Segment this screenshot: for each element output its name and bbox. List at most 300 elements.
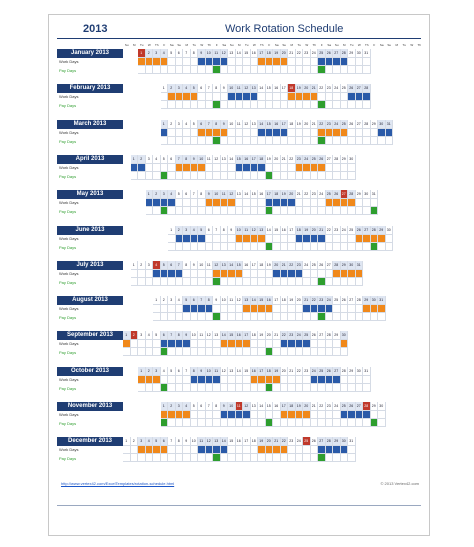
work-day-cell[interactable] <box>326 235 334 243</box>
work-day-cell[interactable] <box>153 58 161 66</box>
pay-day-cell[interactable] <box>348 137 356 145</box>
work-day-cell[interactable] <box>213 129 221 137</box>
work-day-cell[interactable] <box>183 446 191 454</box>
pay-day-cell[interactable] <box>198 419 206 427</box>
work-day-cell[interactable] <box>356 235 364 243</box>
work-day-cell[interactable] <box>333 164 341 172</box>
work-day-cell[interactable] <box>333 340 341 348</box>
pay-day-cell[interactable] <box>243 384 251 392</box>
pay-day-cell[interactable] <box>183 348 191 356</box>
work-day-cell[interactable] <box>258 129 266 137</box>
work-day-cell[interactable] <box>311 376 319 384</box>
pay-day-cell[interactable] <box>281 348 289 356</box>
work-day-cell[interactable] <box>363 199 371 207</box>
work-day-cell[interactable] <box>243 411 251 419</box>
work-day-cell[interactable] <box>221 340 229 348</box>
work-day-cell[interactable] <box>288 446 296 454</box>
work-day-cell[interactable] <box>341 411 349 419</box>
work-day-cell[interactable] <box>258 58 266 66</box>
pay-day-cell[interactable] <box>153 278 161 286</box>
pay-day-cell[interactable] <box>288 278 296 286</box>
pay-day-cell[interactable] <box>273 384 281 392</box>
pay-day-cell[interactable] <box>236 101 244 109</box>
work-day-cell[interactable] <box>371 411 379 419</box>
work-day-cell[interactable] <box>318 164 326 172</box>
pay-day-cell[interactable] <box>281 313 289 321</box>
pay-day-cell[interactable] <box>318 419 326 427</box>
work-day-cell[interactable] <box>236 93 244 101</box>
work-day-cell[interactable] <box>288 199 296 207</box>
pay-day-cell[interactable] <box>131 348 139 356</box>
pay-day-cell[interactable] <box>311 101 319 109</box>
pay-day-cell[interactable] <box>356 243 364 251</box>
pay-day-cell[interactable] <box>318 101 326 109</box>
pay-day-cell[interactable] <box>341 172 349 180</box>
work-day-cell[interactable] <box>258 305 266 313</box>
pay-day-cell[interactable] <box>213 101 221 109</box>
pay-day-cell[interactable] <box>251 384 259 392</box>
work-day-cell[interactable] <box>213 376 221 384</box>
work-day-cell[interactable] <box>348 235 356 243</box>
footer-link[interactable]: http://www.vertex42.com/ExcelTemplates/rotation-schedule.html <box>61 481 175 486</box>
pay-day-cell[interactable] <box>206 137 214 145</box>
pay-day-cell[interactable] <box>206 384 214 392</box>
work-day-cell[interactable] <box>326 411 334 419</box>
pay-day-cell[interactable] <box>251 313 259 321</box>
work-day-cell[interactable] <box>243 199 251 207</box>
work-day-cell[interactable] <box>333 199 341 207</box>
pay-day-cell[interactable] <box>266 313 274 321</box>
pay-day-cell[interactable] <box>236 384 244 392</box>
pay-day-cell[interactable] <box>303 419 311 427</box>
work-day-cell[interactable] <box>303 305 311 313</box>
pay-day-cell[interactable] <box>363 384 371 392</box>
work-day-cell[interactable] <box>303 270 311 278</box>
pay-day-cell[interactable] <box>371 313 379 321</box>
work-day-cell[interactable] <box>348 129 356 137</box>
pay-day-cell[interactable] <box>296 348 304 356</box>
pay-day-cell[interactable] <box>243 454 251 462</box>
work-day-cell[interactable] <box>318 411 326 419</box>
pay-day-cell[interactable] <box>228 278 236 286</box>
pay-day-cell[interactable] <box>333 101 341 109</box>
work-day-cell[interactable] <box>146 164 154 172</box>
work-day-cell[interactable] <box>206 129 214 137</box>
pay-day-cell[interactable] <box>311 384 319 392</box>
pay-day-cell[interactable] <box>236 419 244 427</box>
pay-day-cell[interactable] <box>183 137 191 145</box>
pay-day-cell[interactable] <box>326 207 334 215</box>
pay-day-cell[interactable] <box>213 419 221 427</box>
pay-day-cell[interactable] <box>236 137 244 145</box>
pay-day-cell[interactable] <box>363 137 371 145</box>
pay-day-cell[interactable] <box>191 419 199 427</box>
pay-day-cell[interactable] <box>146 172 154 180</box>
pay-day-cell[interactable] <box>266 243 274 251</box>
pay-day-cell[interactable] <box>258 278 266 286</box>
work-day-cell[interactable] <box>146 340 154 348</box>
work-day-cell[interactable] <box>356 270 364 278</box>
work-day-cell[interactable] <box>258 411 266 419</box>
work-day-cell[interactable] <box>266 58 274 66</box>
pay-day-cell[interactable] <box>243 137 251 145</box>
pay-day-cell[interactable] <box>251 101 259 109</box>
work-day-cell[interactable] <box>153 305 161 313</box>
work-day-cell[interactable] <box>221 129 229 137</box>
pay-day-cell[interactable] <box>161 172 169 180</box>
pay-day-cell[interactable] <box>266 137 274 145</box>
pay-day-cell[interactable] <box>206 172 214 180</box>
work-day-cell[interactable] <box>191 58 199 66</box>
pay-day-cell[interactable] <box>176 243 184 251</box>
pay-day-cell[interactable] <box>228 172 236 180</box>
work-day-cell[interactable] <box>356 93 364 101</box>
pay-day-cell[interactable] <box>213 66 221 74</box>
pay-day-cell[interactable] <box>176 172 184 180</box>
work-day-cell[interactable] <box>221 164 229 172</box>
work-day-cell[interactable] <box>273 376 281 384</box>
work-day-cell[interactable] <box>251 340 259 348</box>
work-day-cell[interactable] <box>176 199 184 207</box>
pay-day-cell[interactable] <box>153 66 161 74</box>
pay-day-cell[interactable] <box>348 101 356 109</box>
pay-day-cell[interactable] <box>281 207 289 215</box>
pay-day-cell[interactable] <box>198 313 206 321</box>
work-day-cell[interactable] <box>221 270 229 278</box>
pay-day-cell[interactable] <box>281 384 289 392</box>
pay-day-cell[interactable] <box>341 243 349 251</box>
work-day-cell[interactable] <box>273 305 281 313</box>
pay-day-cell[interactable] <box>168 348 176 356</box>
pay-day-cell[interactable] <box>191 454 199 462</box>
pay-day-cell[interactable] <box>198 172 206 180</box>
work-day-cell[interactable] <box>303 164 311 172</box>
pay-day-cell[interactable] <box>311 207 319 215</box>
pay-day-cell[interactable] <box>206 243 214 251</box>
pay-day-cell[interactable] <box>213 384 221 392</box>
pay-day-cell[interactable] <box>341 454 349 462</box>
pay-day-cell[interactable] <box>206 313 214 321</box>
pay-day-cell[interactable] <box>183 419 191 427</box>
work-day-cell[interactable] <box>303 199 311 207</box>
work-day-cell[interactable] <box>191 376 199 384</box>
work-day-cell[interactable] <box>183 129 191 137</box>
pay-day-cell[interactable] <box>228 207 236 215</box>
pay-day-cell[interactable] <box>296 207 304 215</box>
work-day-cell[interactable] <box>221 58 229 66</box>
pay-day-cell[interactable] <box>243 243 251 251</box>
work-day-cell[interactable] <box>273 129 281 137</box>
work-day-cell[interactable] <box>198 305 206 313</box>
pay-day-cell[interactable] <box>273 243 281 251</box>
work-day-cell[interactable] <box>191 164 199 172</box>
pay-day-cell[interactable] <box>273 278 281 286</box>
work-day-cell[interactable] <box>251 58 259 66</box>
work-day-cell[interactable] <box>333 305 341 313</box>
pay-day-cell[interactable] <box>266 454 274 462</box>
pay-day-cell[interactable] <box>311 278 319 286</box>
pay-day-cell[interactable] <box>371 207 379 215</box>
work-day-cell[interactable] <box>266 129 274 137</box>
work-day-cell[interactable] <box>266 340 274 348</box>
work-day-cell[interactable] <box>161 93 169 101</box>
work-day-cell[interactable] <box>228 305 236 313</box>
pay-day-cell[interactable] <box>281 137 289 145</box>
work-day-cell[interactable] <box>318 58 326 66</box>
work-day-cell[interactable] <box>236 340 244 348</box>
work-day-cell[interactable] <box>123 340 131 348</box>
work-day-cell[interactable] <box>356 58 364 66</box>
pay-day-cell[interactable] <box>333 454 341 462</box>
pay-day-cell[interactable] <box>318 384 326 392</box>
pay-day-cell[interactable] <box>386 137 394 145</box>
pay-day-cell[interactable] <box>161 419 169 427</box>
work-day-cell[interactable] <box>333 58 341 66</box>
work-day-cell[interactable] <box>153 446 161 454</box>
pay-day-cell[interactable] <box>341 419 349 427</box>
work-day-cell[interactable] <box>273 411 281 419</box>
work-day-cell[interactable] <box>303 376 311 384</box>
work-day-cell[interactable] <box>183 235 191 243</box>
pay-day-cell[interactable] <box>281 66 289 74</box>
work-day-cell[interactable] <box>311 199 319 207</box>
pay-day-cell[interactable] <box>273 313 281 321</box>
pay-day-cell[interactable] <box>191 278 199 286</box>
work-day-cell[interactable] <box>146 199 154 207</box>
work-day-cell[interactable] <box>153 199 161 207</box>
work-day-cell[interactable] <box>258 340 266 348</box>
work-day-cell[interactable] <box>258 164 266 172</box>
pay-day-cell[interactable] <box>311 66 319 74</box>
work-day-cell[interactable] <box>153 376 161 384</box>
pay-day-cell[interactable] <box>213 313 221 321</box>
pay-day-cell[interactable] <box>288 384 296 392</box>
work-day-cell[interactable] <box>296 93 304 101</box>
pay-day-cell[interactable] <box>303 172 311 180</box>
pay-day-cell[interactable] <box>213 348 221 356</box>
pay-day-cell[interactable] <box>318 313 326 321</box>
pay-day-cell[interactable] <box>363 66 371 74</box>
work-day-cell[interactable] <box>333 376 341 384</box>
work-day-cell[interactable] <box>198 270 206 278</box>
pay-day-cell[interactable] <box>221 278 229 286</box>
pay-day-cell[interactable] <box>341 207 349 215</box>
pay-day-cell[interactable] <box>251 207 259 215</box>
pay-day-cell[interactable] <box>318 278 326 286</box>
work-day-cell[interactable] <box>168 376 176 384</box>
pay-day-cell[interactable] <box>153 384 161 392</box>
pay-day-cell[interactable] <box>176 101 184 109</box>
work-day-cell[interactable] <box>161 446 169 454</box>
work-day-cell[interactable] <box>273 340 281 348</box>
work-day-cell[interactable] <box>168 340 176 348</box>
work-day-cell[interactable] <box>251 129 259 137</box>
pay-day-cell[interactable] <box>266 348 274 356</box>
work-day-cell[interactable] <box>288 129 296 137</box>
pay-day-cell[interactable] <box>326 66 334 74</box>
work-day-cell[interactable] <box>161 340 169 348</box>
pay-day-cell[interactable] <box>161 137 169 145</box>
work-day-cell[interactable] <box>296 58 304 66</box>
pay-day-cell[interactable] <box>296 278 304 286</box>
work-day-cell[interactable] <box>221 235 229 243</box>
work-day-cell[interactable] <box>348 305 356 313</box>
work-day-cell[interactable] <box>363 376 371 384</box>
pay-day-cell[interactable] <box>161 66 169 74</box>
work-day-cell[interactable] <box>213 58 221 66</box>
work-day-cell[interactable] <box>206 270 214 278</box>
pay-day-cell[interactable] <box>183 384 191 392</box>
pay-day-cell[interactable] <box>236 172 244 180</box>
work-day-cell[interactable] <box>311 58 319 66</box>
pay-day-cell[interactable] <box>326 313 334 321</box>
pay-day-cell[interactable] <box>176 66 184 74</box>
pay-day-cell[interactable] <box>213 278 221 286</box>
pay-day-cell[interactable] <box>371 419 379 427</box>
work-day-cell[interactable] <box>236 411 244 419</box>
work-day-cell[interactable] <box>311 340 319 348</box>
work-day-cell[interactable] <box>191 340 199 348</box>
pay-day-cell[interactable] <box>363 313 371 321</box>
work-day-cell[interactable] <box>363 235 371 243</box>
work-day-cell[interactable] <box>281 199 289 207</box>
work-day-cell[interactable] <box>236 270 244 278</box>
pay-day-cell[interactable] <box>138 172 146 180</box>
work-day-cell[interactable] <box>213 270 221 278</box>
pay-day-cell[interactable] <box>266 207 274 215</box>
work-day-cell[interactable] <box>176 411 184 419</box>
work-day-cell[interactable] <box>198 164 206 172</box>
pay-day-cell[interactable] <box>221 348 229 356</box>
work-day-cell[interactable] <box>161 199 169 207</box>
pay-day-cell[interactable] <box>153 313 161 321</box>
pay-day-cell[interactable] <box>356 384 364 392</box>
work-day-cell[interactable] <box>311 270 319 278</box>
work-day-cell[interactable] <box>168 58 176 66</box>
pay-day-cell[interactable] <box>191 313 199 321</box>
work-day-cell[interactable] <box>251 270 259 278</box>
work-day-cell[interactable] <box>228 199 236 207</box>
pay-day-cell[interactable] <box>168 243 176 251</box>
work-day-cell[interactable] <box>176 164 184 172</box>
work-day-cell[interactable] <box>318 270 326 278</box>
pay-day-cell[interactable] <box>288 137 296 145</box>
work-day-cell[interactable] <box>296 270 304 278</box>
work-day-cell[interactable] <box>168 93 176 101</box>
work-day-cell[interactable] <box>206 305 214 313</box>
work-day-cell[interactable] <box>266 270 274 278</box>
pay-day-cell[interactable] <box>288 348 296 356</box>
pay-day-cell[interactable] <box>303 66 311 74</box>
pay-day-cell[interactable] <box>228 101 236 109</box>
work-day-cell[interactable] <box>176 446 184 454</box>
work-day-cell[interactable] <box>333 270 341 278</box>
pay-day-cell[interactable] <box>326 384 334 392</box>
pay-day-cell[interactable] <box>228 419 236 427</box>
work-day-cell[interactable] <box>138 164 146 172</box>
work-day-cell[interactable] <box>318 340 326 348</box>
work-day-cell[interactable] <box>273 199 281 207</box>
pay-day-cell[interactable] <box>266 278 274 286</box>
pay-day-cell[interactable] <box>311 137 319 145</box>
pay-day-cell[interactable] <box>198 207 206 215</box>
work-day-cell[interactable] <box>176 93 184 101</box>
pay-day-cell[interactable] <box>206 348 214 356</box>
pay-day-cell[interactable] <box>296 172 304 180</box>
pay-day-cell[interactable] <box>266 419 274 427</box>
pay-day-cell[interactable] <box>326 101 334 109</box>
pay-day-cell[interactable] <box>296 313 304 321</box>
work-day-cell[interactable] <box>138 340 146 348</box>
pay-day-cell[interactable] <box>296 419 304 427</box>
work-day-cell[interactable] <box>356 411 364 419</box>
work-day-cell[interactable] <box>318 376 326 384</box>
pay-day-cell[interactable] <box>348 66 356 74</box>
pay-day-cell[interactable] <box>168 137 176 145</box>
work-day-cell[interactable] <box>176 235 184 243</box>
work-day-cell[interactable] <box>236 129 244 137</box>
pay-day-cell[interactable] <box>348 313 356 321</box>
work-day-cell[interactable] <box>318 446 326 454</box>
pay-day-cell[interactable] <box>228 384 236 392</box>
pay-day-cell[interactable] <box>333 419 341 427</box>
pay-day-cell[interactable] <box>266 101 274 109</box>
work-day-cell[interactable] <box>386 235 394 243</box>
work-day-cell[interactable] <box>183 376 191 384</box>
pay-day-cell[interactable] <box>371 137 379 145</box>
work-day-cell[interactable] <box>206 340 214 348</box>
work-day-cell[interactable] <box>296 129 304 137</box>
pay-day-cell[interactable] <box>146 454 154 462</box>
work-day-cell[interactable] <box>183 93 191 101</box>
work-day-cell[interactable] <box>288 376 296 384</box>
pay-day-cell[interactable] <box>318 348 326 356</box>
pay-day-cell[interactable] <box>281 172 289 180</box>
pay-day-cell[interactable] <box>183 278 191 286</box>
pay-day-cell[interactable] <box>288 172 296 180</box>
pay-day-cell[interactable] <box>228 313 236 321</box>
work-day-cell[interactable] <box>221 93 229 101</box>
work-day-cell[interactable] <box>326 305 334 313</box>
work-day-cell[interactable] <box>326 199 334 207</box>
work-day-cell[interactable] <box>266 376 274 384</box>
pay-day-cell[interactable] <box>228 137 236 145</box>
work-day-cell[interactable] <box>326 340 334 348</box>
work-day-cell[interactable] <box>183 164 191 172</box>
work-day-cell[interactable] <box>341 270 349 278</box>
pay-day-cell[interactable] <box>288 101 296 109</box>
pay-day-cell[interactable] <box>236 313 244 321</box>
work-day-cell[interactable] <box>266 446 274 454</box>
pay-day-cell[interactable] <box>303 207 311 215</box>
work-day-cell[interactable] <box>131 340 139 348</box>
pay-day-cell[interactable] <box>281 243 289 251</box>
work-day-cell[interactable] <box>266 93 274 101</box>
pay-day-cell[interactable] <box>303 243 311 251</box>
pay-day-cell[interactable] <box>251 419 259 427</box>
pay-day-cell[interactable] <box>258 207 266 215</box>
pay-day-cell[interactable] <box>198 454 206 462</box>
pay-day-cell[interactable] <box>333 137 341 145</box>
pay-day-cell[interactable] <box>198 101 206 109</box>
pay-day-cell[interactable] <box>333 348 341 356</box>
work-day-cell[interactable] <box>273 270 281 278</box>
pay-day-cell[interactable] <box>168 419 176 427</box>
work-day-cell[interactable] <box>243 164 251 172</box>
pay-day-cell[interactable] <box>206 419 214 427</box>
pay-day-cell[interactable] <box>303 348 311 356</box>
work-day-cell[interactable] <box>296 164 304 172</box>
